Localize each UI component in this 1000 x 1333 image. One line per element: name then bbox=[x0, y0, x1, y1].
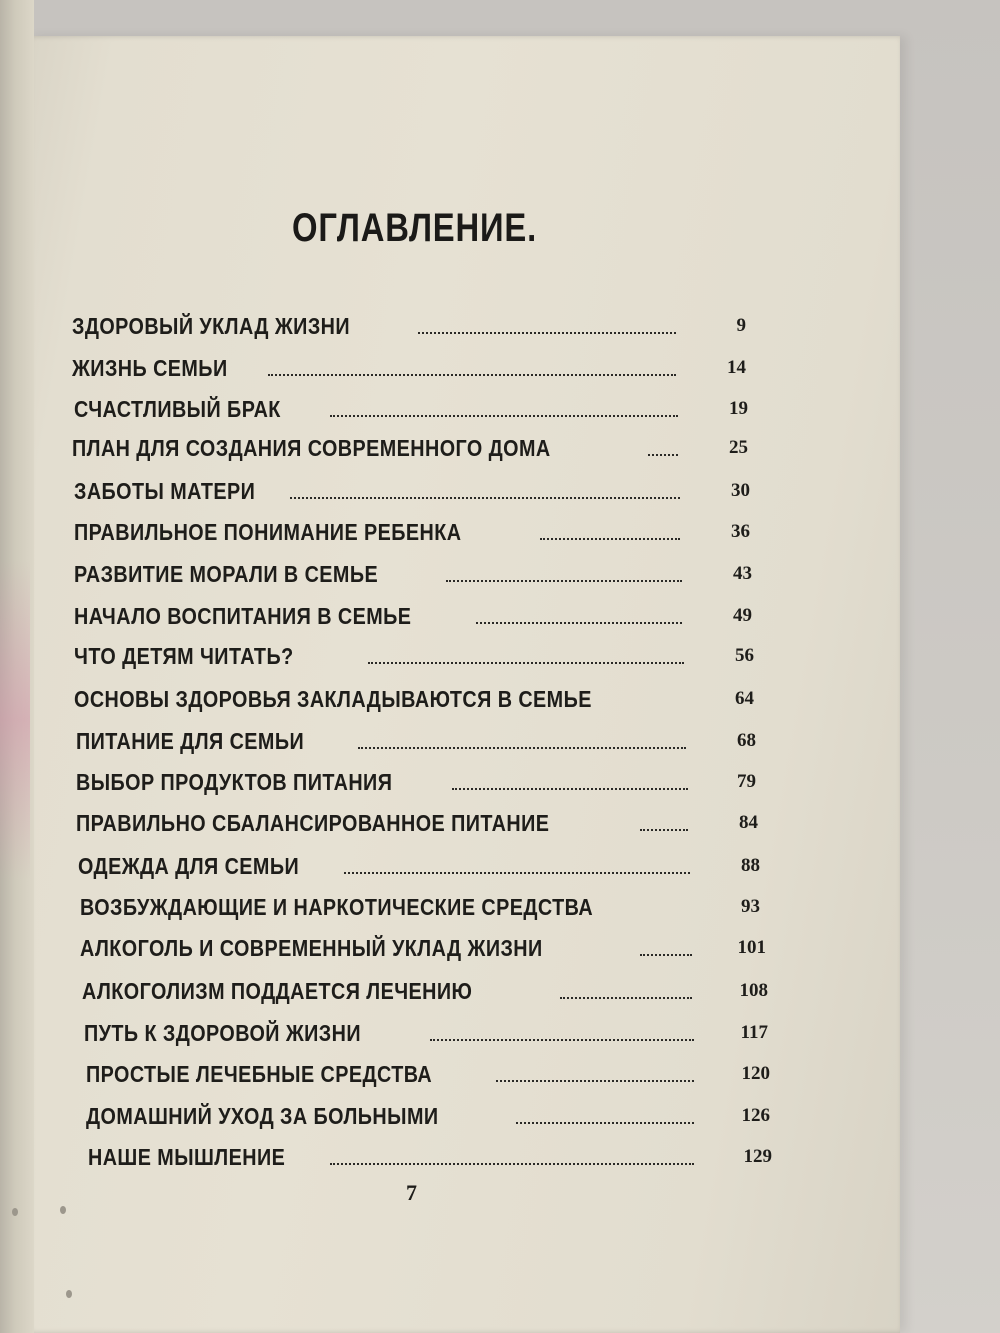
toc-entry-title: ПЛАН ДЛЯ СОЗДАНИЯ СОВРЕМЕННОГО ДОМА bbox=[72, 435, 551, 461]
toc-entry bbox=[0, 808, 1000, 842]
toc-entry-page: 14 bbox=[727, 357, 746, 378]
toc-entry-page: 108 bbox=[739, 980, 768, 1001]
dot-leader bbox=[290, 497, 680, 499]
toc-entry bbox=[0, 767, 1000, 801]
toc-entry-page: 64 bbox=[735, 688, 754, 709]
toc-entry bbox=[0, 601, 1000, 635]
toc-entry bbox=[0, 684, 1000, 718]
toc-entry-title: ОСНОВЫ ЗДОРОВЬЯ ЗАКЛАДЫВАЮТСЯ В СЕМЬЕ bbox=[74, 686, 592, 712]
binding-hole bbox=[60, 1206, 66, 1214]
dot-leader bbox=[540, 538, 680, 540]
toc-entry-title: РАЗВИТИЕ МОРАЛИ В СЕМЬЕ bbox=[74, 561, 379, 587]
toc-entry bbox=[0, 1142, 1000, 1176]
toc-entry-page: 68 bbox=[737, 730, 756, 751]
toc-entry-title: ПИТАНИЕ ДЛЯ СЕМЬИ bbox=[76, 728, 305, 754]
toc-entry-page: 49 bbox=[733, 605, 752, 626]
toc-entry-title: ЧТО ДЕТЯМ ЧИТАТЬ? bbox=[74, 643, 294, 669]
toc-entry-title: ВЫБОР ПРОДУКТОВ ПИТАНИЯ bbox=[76, 769, 393, 795]
dot-leader bbox=[358, 747, 686, 749]
toc-entry-title: АЛКОГОЛЬ И СОВРЕМЕННЫЙ УКЛАД ЖИЗНИ bbox=[80, 935, 543, 961]
toc-entry-title: ДОМАШНИЙ УХОД ЗА БОЛЬНЫМИ bbox=[86, 1103, 439, 1129]
toc-entry bbox=[0, 517, 1000, 551]
toc-entry-page: 93 bbox=[741, 896, 760, 917]
dot-leader bbox=[330, 415, 678, 417]
toc-entry-page: 9 bbox=[736, 315, 746, 336]
toc-entry-title: НАШЕ МЫШЛЕНИЕ bbox=[88, 1144, 286, 1170]
toc-entry bbox=[0, 1059, 1000, 1093]
toc-entry-title: НАЧАЛО ВОСПИТАНИЯ В СЕМЬЕ bbox=[74, 603, 412, 629]
toc-entry-page: 30 bbox=[731, 480, 750, 501]
dot-leader bbox=[476, 622, 682, 624]
dot-leader bbox=[496, 1080, 694, 1082]
toc-entry-title: ПРАВИЛЬНО СБАЛАНСИРОВАННОЕ ПИТАНИЕ bbox=[76, 810, 550, 836]
toc-entry-page: 120 bbox=[741, 1063, 770, 1084]
toc-entry bbox=[0, 394, 1000, 428]
toc-entry-page: 84 bbox=[739, 812, 758, 833]
dot-leader bbox=[418, 332, 676, 334]
dot-leader bbox=[446, 580, 682, 582]
toc-entry-title: ЗАБОТЫ МАТЕРИ bbox=[74, 478, 256, 504]
binding-hole bbox=[66, 1290, 72, 1298]
dot-leader bbox=[640, 954, 692, 956]
toc-entry bbox=[0, 641, 1000, 675]
toc-entry-page: 129 bbox=[743, 1146, 772, 1167]
toc-entry-page: 19 bbox=[729, 398, 748, 419]
toc-entry-page: 101 bbox=[737, 937, 766, 958]
toc-entry-title: ПРАВИЛЬНОЕ ПОНИМАНИЕ РЕБЕНКА bbox=[74, 519, 462, 545]
toc-entry-title: СЧАСТЛИВЫЙ БРАК bbox=[74, 396, 281, 422]
binding-hole bbox=[12, 1208, 18, 1216]
toc-entry bbox=[0, 559, 1000, 593]
page-title: ОГЛАВЛЕНИЕ. bbox=[292, 206, 538, 250]
dot-leader bbox=[268, 374, 676, 376]
toc-entry bbox=[0, 933, 1000, 967]
toc-entry bbox=[0, 1018, 1000, 1052]
toc-entry bbox=[0, 433, 1000, 467]
page-number: 7 bbox=[406, 1180, 417, 1205]
toc-entry-page: 36 bbox=[731, 521, 750, 542]
toc-entry-page: 43 bbox=[733, 563, 752, 584]
toc-entry-page: 79 bbox=[737, 771, 756, 792]
toc-entry-page: 88 bbox=[741, 855, 760, 876]
dot-leader bbox=[560, 997, 692, 999]
toc-entry-title: ЗДОРОВЫЙ УКЛАД ЖИЗНИ bbox=[72, 313, 351, 339]
toc-entry bbox=[0, 353, 1000, 387]
toc-entry bbox=[0, 892, 1000, 926]
toc-entry-page: 25 bbox=[729, 437, 748, 458]
dot-leader bbox=[648, 454, 678, 456]
toc-entry bbox=[0, 726, 1000, 760]
dot-leader bbox=[368, 662, 684, 664]
dot-leader bbox=[330, 1163, 694, 1165]
dot-leader bbox=[430, 1039, 694, 1041]
toc-entry-title: ЖИЗНЬ СЕМЬИ bbox=[72, 355, 228, 381]
toc-entry-title: ПРОСТЫЕ ЛЕЧЕБНЫЕ СРЕДСТВА bbox=[86, 1061, 433, 1087]
toc-entry bbox=[0, 851, 1000, 885]
toc-entry bbox=[0, 476, 1000, 510]
toc-entry-title: ПУТЬ К ЗДОРОВОЙ ЖИЗНИ bbox=[84, 1020, 361, 1046]
toc-entry-title: ВОЗБУЖДАЮЩИЕ И НАРКОТИЧЕСКИЕ СРЕДСТВА bbox=[80, 894, 594, 920]
toc-entry-title: ОДЕЖДА ДЛЯ СЕМЬИ bbox=[78, 853, 300, 879]
dot-leader bbox=[516, 1122, 694, 1124]
toc-entry bbox=[0, 311, 1000, 345]
toc-entry-page: 126 bbox=[741, 1105, 770, 1126]
toc-entry bbox=[0, 1101, 1000, 1135]
toc-entry-page: 117 bbox=[740, 1022, 768, 1043]
dot-leader bbox=[640, 829, 688, 831]
dot-leader bbox=[344, 872, 690, 874]
toc-entry-page: 56 bbox=[735, 645, 754, 666]
toc-entry bbox=[0, 976, 1000, 1010]
toc-entry-title: АЛКОГОЛИЗМ ПОДДАЕТСЯ ЛЕЧЕНИЮ bbox=[82, 978, 473, 1004]
dot-leader bbox=[452, 788, 688, 790]
